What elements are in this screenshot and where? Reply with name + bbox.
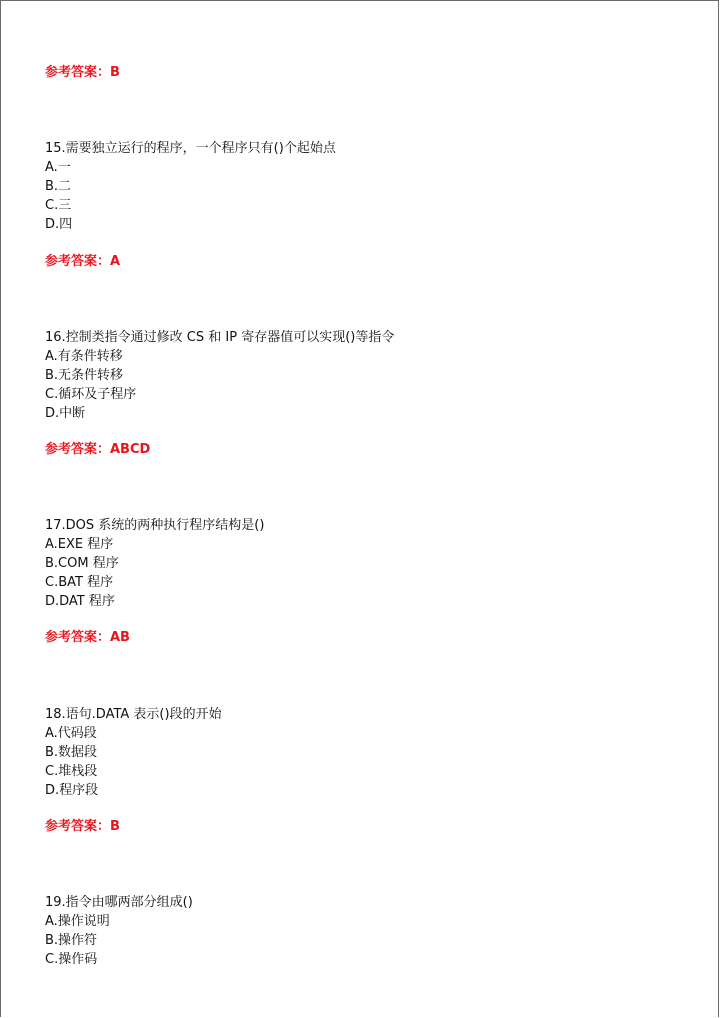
option-b: B.COM 程序 [45,556,119,571]
question-16 [45,328,685,423]
option-c: C.循环及子程序 [45,387,137,402]
option-c: C.BAT 程序 [45,575,114,590]
answer-16: 参考答案：ABCD [45,442,151,457]
question-stem: 18.语句.DATA 表示()段的开始 [45,707,222,722]
option-d: D.DAT 程序 [45,594,115,609]
option-a: A.操作说明 [45,914,110,929]
question-stem: 16.控制类指令通过修改 CS 和 IP 寄存器值可以实现()等指令 [45,330,395,345]
option-c: C.操作码 [45,952,98,967]
question-18 [45,705,685,800]
option-a: A.EXE 程序 [45,537,114,552]
question-15 [45,139,685,234]
option-d: D.程序段 [45,783,99,798]
option-a: A.有条件转移 [45,349,123,364]
question-stem: 17.DOS 系统的两种执行程序结构是() [45,518,265,533]
answer-17: 参考答案：AB [45,630,130,645]
option-a: A.一 [45,160,71,175]
question-stem: 15.需要独立运行的程序，一个程序只有()个起始点 [45,141,336,156]
question-19 [45,893,685,969]
answer-15: 参考答案：A [45,254,121,269]
option-b: B.数据段 [45,745,98,760]
option-c: C.三 [45,198,72,213]
option-b: B.无条件转移 [45,368,124,383]
option-c: C.堆栈段 [45,764,98,779]
question-17 [45,516,685,611]
option-d: D.中断 [45,406,86,421]
option-a: A.代码段 [45,726,97,741]
answer-14: 参考答案：B [45,65,120,80]
option-b: B.二 [45,179,72,194]
option-b: B.操作符 [45,933,98,948]
option-d: D.四 [45,217,73,232]
question-stem: 19.指令由哪两部分组成() [45,895,193,910]
answer-18: 参考答案：B [45,819,120,834]
